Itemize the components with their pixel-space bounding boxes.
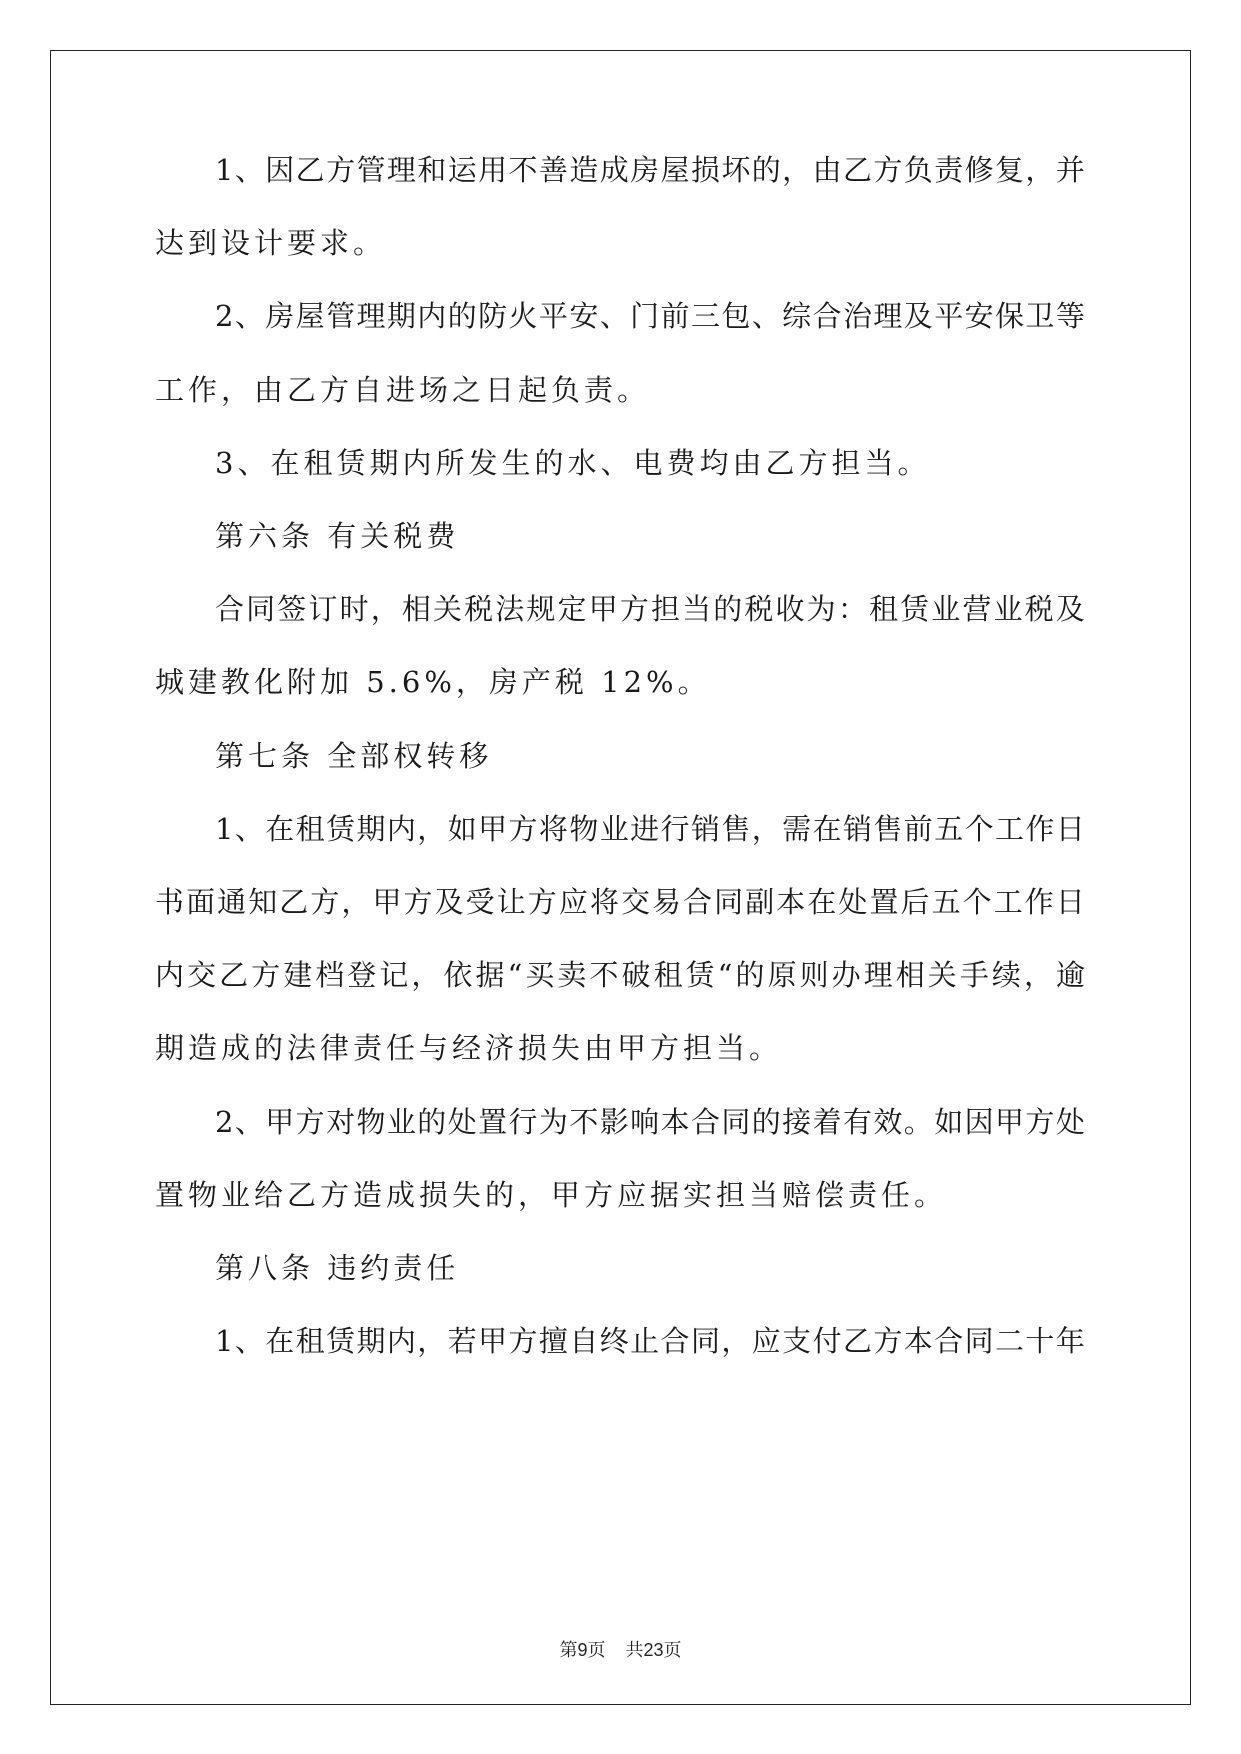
page-prefix: 第 <box>559 1640 578 1661</box>
text-line: 第七条 全部权转移 <box>215 738 493 773</box>
text-line: 2 、 甲 方 对 物 业 的 处 置 行 为 不 影 响 本 合 同 的 接 着 有 效 。 如 因 甲 方 处 <box>215 1104 1085 1139</box>
page-suffix: 页 <box>587 1640 606 1661</box>
total-pages: 23 <box>643 1640 664 1660</box>
text-line: 2 、 房 屋 管 理 期 内 的 防 火 平 安 、 门 前 三 包 、 综 合 治 理 及 平 安 保 卫 等 <box>215 299 1085 334</box>
text-line: 1 、 因 乙 方 管 理 和 运 用 不 善 造 成 房 屋 损 坏 的 ， 由 乙 方 负 责 修 复 ， 并 <box>215 153 1085 187</box>
text-line: 工作，由乙方自进场之日起负责。 <box>155 372 651 407</box>
text-line: 期造成的法律责任与经济损失由甲方担当。 <box>155 1031 783 1066</box>
text-line: 书 面 通 知 乙 方 ， 甲 方 及 受 让 方 应 将 交 易 合 同 副 本 在 处 置 后 五 个 工 作 日 <box>155 885 1085 919</box>
text-line: 合 同 签 订 时 ， 相 关 税 法 规 定 甲 方 担 当 的 税 收 为 ： 租 赁 业 营 业 税 及 <box>215 592 1085 627</box>
text-line: 内 交 乙 方 建 档 登 记 ， 依 据 “ 买 卖 不 破 租 赁 “ 的 原 则 办 理 相 关 手 续 ， 逾 <box>155 958 1085 993</box>
total-prefix: 共 <box>625 1640 644 1661</box>
total-suffix: 页 <box>663 1640 682 1661</box>
text-line: 置物业给乙方造成损失的，甲方应据实担当赔偿责任。 <box>155 1177 948 1212</box>
text-line: 1 、 在 租 赁 期 内 ， 若 甲 方 擅 自 终 止 合 同 ， 应 支 付 乙 方 本 合 同 二 十 年 <box>215 1324 1085 1359</box>
text-line: 达到设计要求。 <box>155 226 387 261</box>
text-line: 第六条 有关税费 <box>215 519 460 553</box>
text-line: 3、在租赁期内所发生的水、电费均由乙方担当。 <box>215 445 931 480</box>
page-number: 9 <box>577 1640 588 1660</box>
text-line: 城建教化附加 5.6%，房产税 12%。 <box>155 665 711 700</box>
page-footer <box>0 1638 1241 1663</box>
text-line: 1 、 在 租 赁 期 内 ， 如 甲 方 将 物 业 进 行 销 售 ， 需 在 销 售 前 五 个 工 作 日 <box>215 811 1085 846</box>
text-line: 第八条 违约责任 <box>215 1251 460 1285</box>
